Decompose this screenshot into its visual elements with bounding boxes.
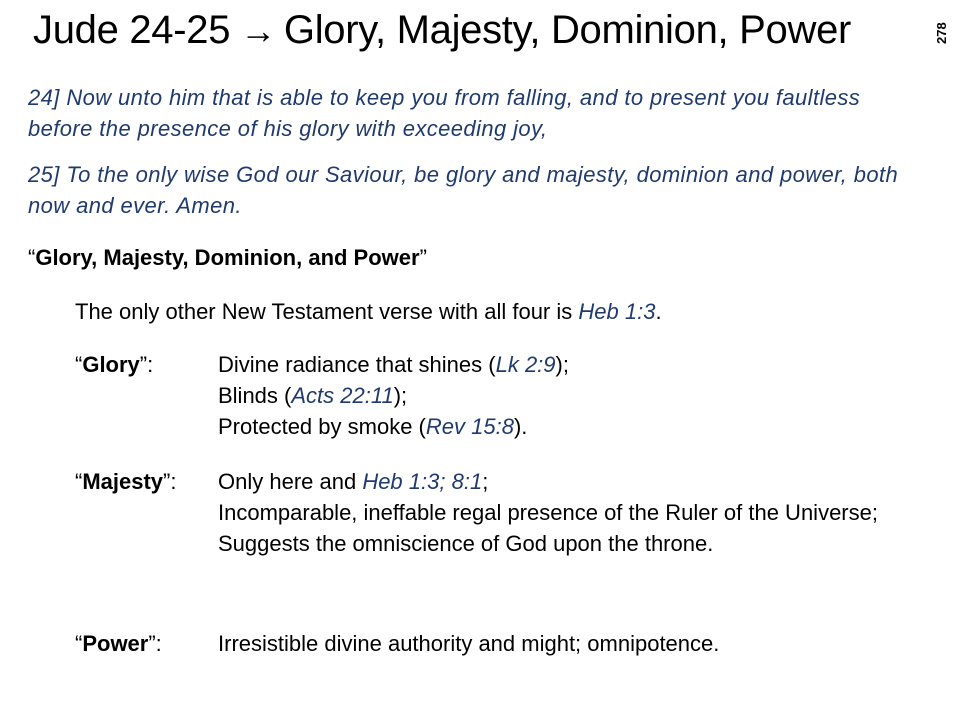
- verse-25-text: To the only wise God our Saviour, be glory and majesty, dominion and power, both now and ever. Amen.: [28, 162, 899, 218]
- def-text: Blinds (: [218, 383, 292, 408]
- def-power-line: Irresistible divine authority and might; omnipotence.: [218, 631, 720, 656]
- term-glory: “Glory”:: [75, 352, 154, 377]
- scripture-ref: Acts 22:11: [291, 383, 394, 408]
- term-glory-label: Glory: [82, 352, 140, 377]
- def-text: ;: [482, 469, 489, 494]
- def-majesty-line: [218, 466, 930, 497]
- close-quote: ”: [419, 245, 427, 270]
- def-text: );: [393, 383, 408, 408]
- def-glory-line: [218, 380, 930, 411]
- section-heading: [28, 242, 427, 273]
- verse-24-text: Now unto him that is able to keep you from falling, and to present you faultless before the presence of his glory with exceeding joy,: [28, 85, 861, 141]
- scripture-ref: Lk 2:9: [495, 352, 556, 377]
- arrow-right-icon: →: [240, 10, 276, 51]
- verse-25: [28, 159, 928, 221]
- title-reference: Jude 24-25: [33, 8, 231, 52]
- intro-line: [75, 296, 662, 327]
- term-majesty: “Majesty”:: [75, 469, 177, 494]
- intro-ref: Heb 1:3: [578, 299, 656, 324]
- section-heading-text: Glory, Majesty, Dominion, and Power: [35, 245, 420, 270]
- def-text: Divine radiance that shines (: [218, 352, 496, 377]
- scripture-ref: Rev 15:8: [425, 414, 514, 439]
- scripture-ref: Heb 1:3; 8:1: [362, 469, 483, 494]
- def-majesty: [218, 466, 930, 559]
- intro-end: .: [655, 299, 662, 324]
- title-topic: Glory, Majesty, Dominion, Power: [283, 8, 852, 52]
- def-glory-line: [218, 349, 930, 380]
- def-glory-line: [218, 411, 930, 442]
- open-quote: “: [28, 245, 36, 270]
- verse-25-number: 25]: [28, 162, 60, 187]
- verse-24-number: 24]: [28, 85, 60, 110]
- slide-title: [33, 8, 851, 53]
- intro-text: The only other New Testament verse with all four is: [75, 299, 579, 324]
- def-glory: [218, 349, 930, 442]
- def-majesty-line: Suggests the omniscience of God upon the throne.: [218, 531, 714, 556]
- def-text: Protected by smoke (: [218, 414, 426, 439]
- def-text: Only here and: [218, 469, 363, 494]
- page-number: 278: [934, 22, 949, 44]
- term-power: “Power”:: [75, 631, 162, 656]
- def-text: ).: [513, 414, 528, 439]
- def-text: );: [555, 352, 569, 377]
- verse-24: [28, 82, 928, 144]
- term-power-label: Power: [82, 631, 149, 656]
- def-power: [218, 628, 930, 659]
- term-majesty-label: Majesty: [82, 469, 164, 494]
- def-majesty-line: Incomparable, ineffable regal presence of the Ruler of the Universe;: [218, 500, 878, 525]
